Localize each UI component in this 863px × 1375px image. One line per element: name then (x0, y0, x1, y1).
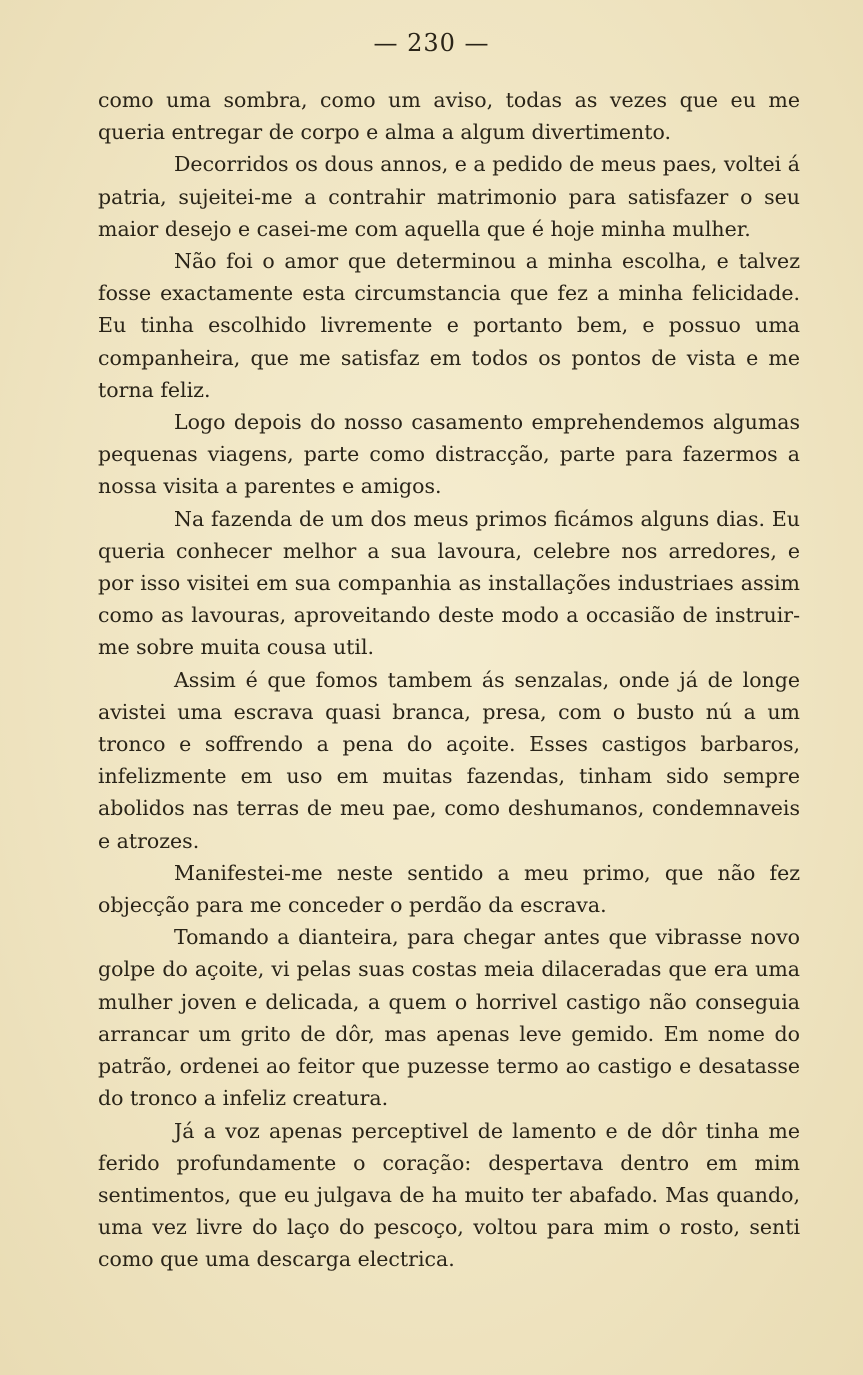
paragraph: Na fazenda de um dos meus primos ficámos alguns dias. Eu queria conhecer melhor a sua lavoura, celebre nos arredores, e por isso visitei em sua companhia as installações industriaes assim como as lavouras, aproveitando deste modo a occasião de instruir-me sobre muita cousa util. (98, 506, 800, 660)
paragraph: Decorridos os dous annos, e a pedido de meus paes, voltei á patria, sujeitei-me a contrahir matrimonio para satisfazer o seu maior desejo e casei-me com aquella que é hoje minha mulher. (98, 152, 800, 241)
page-number: — 230 — (373, 29, 490, 57)
paragraph: Já a voz apenas perceptivel de lamento e de dôr tinha me ferido profundamente o coração: despertava dentro em mim sentimentos, que eu julgava de ha muito ter abafado. Mas quando, uma vez livre do laço do pescoço, voltou para mim o rosto, senti como que uma descarga electrica. (98, 1118, 800, 1272)
paragraph: Manifestei-me neste sentido a meu primo, que não fez objecção para me conceder o perdão da escrava. (98, 860, 800, 918)
paragraph: Logo depois do nosso casamento emprehendemos algumas pequenas viagens, parte como distracção, parte para fazermos a nossa visita a parentes e amigos. (98, 410, 800, 499)
body-text (98, 84, 800, 1276)
paragraph: Não foi o amor que determinou a minha escolha, e talvez fosse exactamente esta circumstancia que fez a minha felicidade. Eu tinha escolhido livremente e portanto bem, e possuo uma companheira, que me satisfaz em todos os pontos de vista e me torna feliz. (98, 249, 800, 402)
paragraph: Assim é que fomos tambem ás senzalas, onde já de longe avistei uma escrava quasi branca, presa, com o busto nú a um tronco e soffrendo a pena do açoite. Esses castigos barbaros, infelizmente em uso em muitas fazendas, tinham sido sempre abolidos nas terras de meu pae, como deshumanos, condemnaveis e atrozes. (98, 667, 800, 853)
paragraph: como uma sombra, como um aviso, todas as vezes que eu me queria entregar de corpo e alma a algum divertimento. (98, 88, 800, 145)
paragraph: Tomando a dianteira, para chegar antes que vibrasse novo golpe do açoite, vi pelas suas costas meia dilaceradas que era uma mulher joven e delicada, a quem o horrivel castigo não conseguia arrancar um grito de dôr, mas apenas leve gemido. Em nome do patrão, ordenei ao feitor que puzesse termo ao castigo e desatasse do tronco a infeliz creatura. (98, 925, 800, 1111)
